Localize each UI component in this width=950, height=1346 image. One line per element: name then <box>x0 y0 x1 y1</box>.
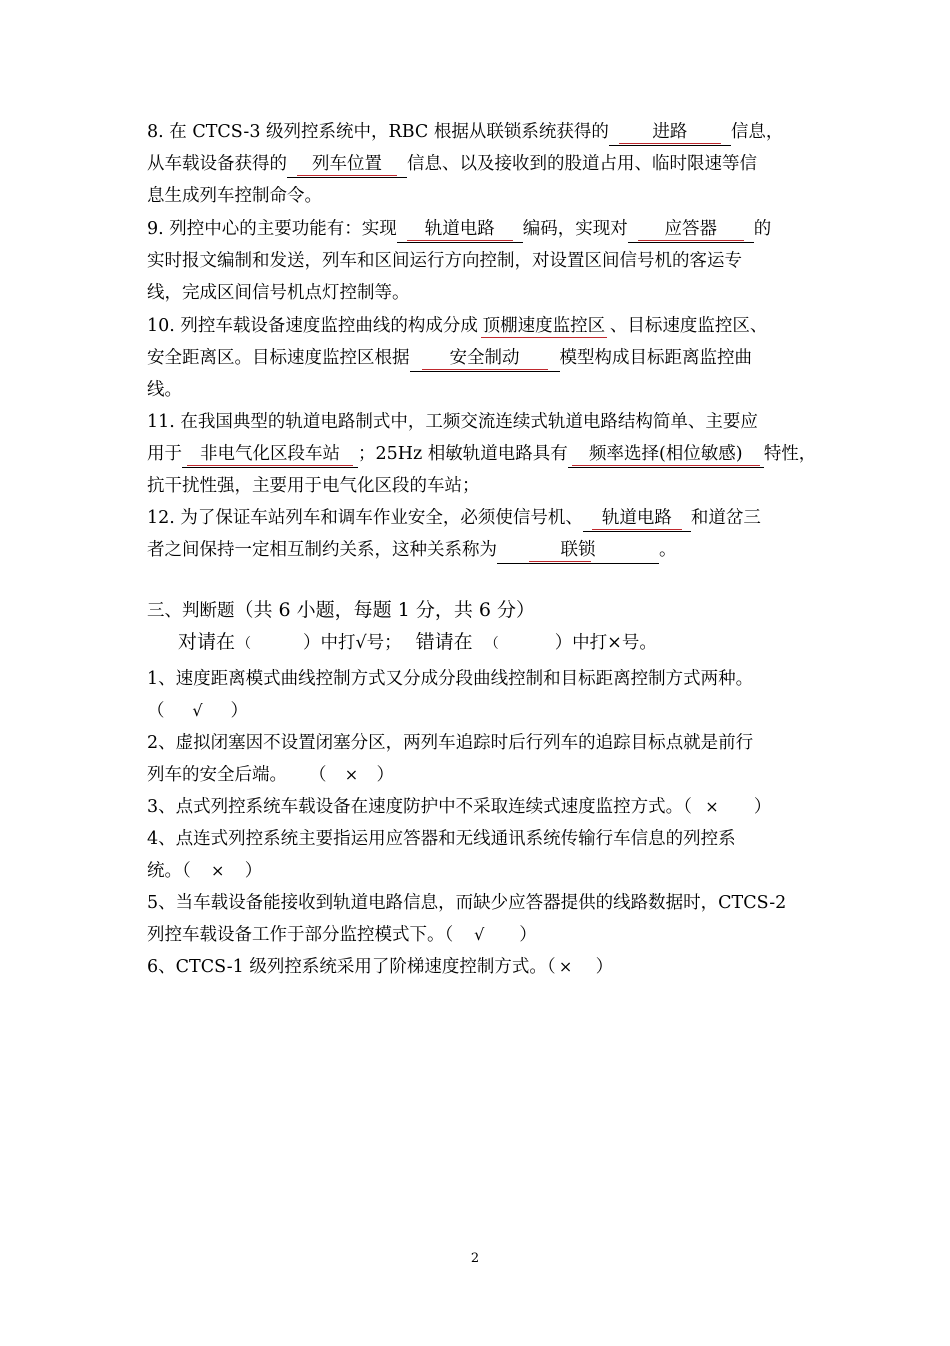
answer-mark: √ <box>474 925 485 944</box>
answer-underline <box>592 529 683 530</box>
question-10-line-3: 线。 <box>147 380 182 400</box>
question-11-line-2: 用于 非电气化区段车站 ；25Hz 相敏轨道电路具有 频率选择(相位敏感) 特性， <box>147 438 807 470</box>
question-9-line-1: 9. 列控中心的主要功能有：实现 轨道电路 编码，实现对 应答器 的 <box>147 213 807 245</box>
answer-blank: 安全制动 <box>410 345 560 372</box>
answer-blank: 列车位置 <box>287 151 407 178</box>
answer-underline <box>638 240 744 241</box>
answer-underline <box>422 369 548 370</box>
question-8 <box>147 116 807 212</box>
question-8-line-2: 从车载设备获得的 列车位置 信息、以及接收到的股道占用、临时限速等信 <box>147 148 807 180</box>
question-11 <box>147 406 817 502</box>
answer-blank: 进路 <box>609 119 731 146</box>
answer-underline <box>481 337 608 338</box>
question-8-line-1: 8. 在 CTCS-3 级列控系统中，RBC 根据从联锁系统获得的 进路 信息， <box>147 116 807 148</box>
question-10 <box>147 310 807 406</box>
answer-mark: √ <box>192 701 203 720</box>
question-8-line-3: 息生成列车控制命令。 <box>147 186 322 206</box>
answer-blank: 轨道电路 <box>397 216 523 243</box>
answer-underline <box>297 175 398 176</box>
answer-mark: × <box>558 957 573 976</box>
question-9-line-3: 线，完成区间信号机点灯控制等。 <box>147 283 410 303</box>
answer-blank: 轨道电路 <box>583 505 691 532</box>
section-heading <box>147 594 807 626</box>
answer-underline <box>407 240 513 241</box>
judge-question-3: 3、点式列控系统车载设备在速度防护中不采取连续式速度监控方式。（ × ） <box>147 791 807 823</box>
answer-blank: 非电气化区段车站 <box>182 441 358 468</box>
answer-blank: 顶棚速度监控区 <box>478 313 610 340</box>
answer-underline <box>572 465 760 466</box>
answer-underline <box>619 143 722 144</box>
answer-underline <box>529 561 591 562</box>
answer-underline <box>187 465 352 466</box>
judge-question-1: 1、速度距离模式曲线控制方式又分成分段曲线控制和目标距离控制方式两种。 （ √ ） <box>147 663 807 727</box>
question-10-line-1: 10. 列控车载设备速度监控曲线的构成分成 顶棚速度监控区 、目标速度监控区、 <box>147 310 807 342</box>
question-11-line-1: 11. 在我国典型的轨道电路制式中，工频交流连续式轨道电路结构简单、主要应 <box>147 412 758 432</box>
answer-mark: × <box>211 861 225 880</box>
question-9-line-2: 实时报文编制和发送，列车和区间运行方向控制，对设置区间信号机的客运专 <box>147 251 742 271</box>
judge-question-4: 4、点连式列控系统主要指运用应答器和无线通讯系统传输行车信息的列控系 统。（ × ） <box>147 823 807 887</box>
section-scoring: （共 6 小题，每题 1 分，共 6 分） <box>234 599 536 621</box>
question-10-line-2: 安全距离区。目标速度监控区根据 安全制动 模型构成目标距离监控曲 <box>147 342 807 374</box>
judge-question-2: 2、虚拟闭塞因不设置闭塞分区，两列车追踪时后行列车的追踪目标点就是前行 列车的安全后端。 （ × ） <box>147 727 807 791</box>
question-12 <box>147 502 807 566</box>
instructions: 对请在 （ ）中打√号； 错请在 （ ）中打×号。 <box>178 631 657 653</box>
question-9 <box>147 213 807 309</box>
question-12-line-1: 12. 为了保证车站列车和调车作业安全，必须使信号机、 轨道电路 和道岔三 <box>147 502 807 534</box>
section-title: 三、判断题 <box>147 601 235 621</box>
question-11-line-3: 抗干扰性强，主要用于电气化区段的车站； <box>147 476 480 496</box>
answer-mark: × <box>705 797 719 816</box>
judge-question-5: 5、当车载设备能接收到轨道电路信息，而缺少应答器提供的线路数据时，CTCS-2 列控车载设备工作于部分监控模式下。（ √ ） <box>147 887 807 951</box>
question-12-line-2: 者之间保持一定相互制约关系，这种关系称为 联锁 。 <box>147 534 807 566</box>
answer-blank: 联锁 <box>497 537 659 564</box>
answer-blank: 应答器 <box>628 216 754 243</box>
answer-mark: × <box>344 765 359 784</box>
judge-question-6: 6、CTCS-1 级列控系统采用了阶梯速度控制方式。（ × ） <box>147 951 807 983</box>
page-number: 2 <box>470 1251 480 1266</box>
answer-blank: 频率选择(相位敏感) <box>568 441 764 468</box>
